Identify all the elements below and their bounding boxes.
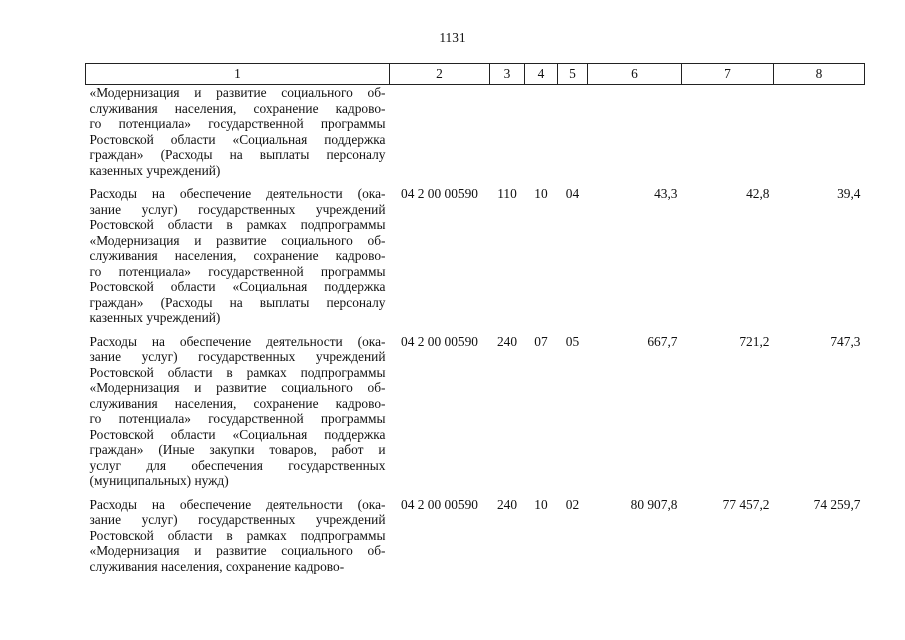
row-rz: 10 — [534, 186, 548, 201]
row-pr: 04 — [565, 186, 580, 201]
table-header — [86, 64, 865, 85]
header-col-2: 2 — [390, 64, 490, 85]
row-value-2023: 721,2 — [739, 333, 770, 349]
description-line: «Модернизация и развитие социального об- — [89, 380, 386, 395]
table-row — [86, 497, 865, 583]
row-value-2023: 42,8 — [746, 186, 770, 201]
description-line: зание услуг) государственных учреждений — [89, 349, 386, 364]
row-value-2024: 39,4 — [837, 186, 861, 201]
row-value-2023 — [682, 85, 774, 187]
description-line: го потенциала» государственной программы — [89, 116, 386, 131]
row-rz: 10 — [534, 496, 548, 512]
header-col-8: 8 — [774, 64, 865, 85]
table-row — [86, 186, 865, 334]
description-line: граждан» (Расходы на выплаты персоналу — [89, 294, 386, 310]
row-code: 04 2 00 00590 — [401, 186, 478, 201]
row-code: 04 2 00 00590 — [401, 496, 478, 512]
header-col-5: 5 — [558, 64, 588, 85]
header-col-1: 1 — [86, 64, 390, 85]
description-line: служивания населения, сохранение кадрово- — [89, 248, 386, 263]
header-col-3: 3 — [490, 64, 525, 85]
description-line: «Модернизация и развитие социального об- — [89, 85, 386, 100]
row-description — [86, 334, 390, 497]
description-line: Ростовской области в рамках подпрограммы — [89, 527, 386, 543]
row-pr: 05 — [565, 333, 580, 349]
description-line: «Модернизация и развитие социального об- — [89, 543, 386, 558]
row-value-2022: 80 907,8 — [630, 496, 678, 512]
description-line: граждан» (Расходы на выплаты персоналу — [89, 147, 386, 162]
description-line: Расходы на обеспечение деятельности (ока- — [89, 496, 386, 512]
description-line: Ростовской области в рамках подпрограммы — [89, 217, 386, 232]
description-line: го потенциала» государственной программы — [89, 263, 386, 279]
row-pr — [558, 85, 588, 187]
description-line: услуг для обеспечения государственных — [89, 457, 386, 473]
description-line: го потенциала» государственной программы — [89, 411, 386, 426]
row-vr — [490, 85, 525, 187]
description-line: казенных учреждений) — [89, 162, 221, 178]
description-line: служивания населения, сохранение кадрово- — [89, 100, 386, 116]
row-description — [86, 186, 390, 334]
description-line: Ростовской области «Социальная поддержка — [89, 279, 386, 294]
row-code — [390, 85, 490, 187]
row-pr: 02 — [565, 496, 580, 512]
row-value-2022: 667,7 — [647, 333, 678, 349]
table-row — [86, 85, 865, 187]
description-line: Ростовской области в рамках подпрограммы — [89, 364, 386, 380]
row-value-2022 — [588, 85, 682, 187]
description-line: (муниципальных) нужд) — [89, 473, 229, 488]
row-value-2024 — [774, 85, 865, 187]
row-value-2024: 74 259,7 — [813, 496, 861, 512]
row-code: 04 2 00 00590 — [401, 333, 478, 349]
description-line: зание услуг) государственных учреждений — [89, 512, 386, 527]
header-row — [86, 64, 865, 85]
description-line: Расходы на обеспечение деятельности (ока- — [89, 186, 386, 201]
description-line: «Модернизация и развитие социального об- — [89, 232, 386, 248]
description-line: служивания населения, сохранение кадрово- — [89, 395, 386, 411]
budget-table — [85, 63, 865, 582]
row-vr: 240 — [496, 333, 518, 349]
description-line: Ростовской области «Социальная поддержка — [89, 131, 386, 147]
row-value-2023: 77 457,2 — [722, 496, 770, 512]
table-body — [86, 85, 865, 583]
row-rz: 07 — [534, 333, 548, 349]
row-vr: 110 — [497, 186, 517, 201]
row-value-2024: 747,3 — [830, 333, 861, 349]
description-line: зание услуг) государственных учреждений — [89, 201, 386, 217]
description-line: граждан» (Иные закупки товаров, работ и — [89, 442, 386, 457]
table-row — [86, 334, 865, 497]
description-line: Ростовской области «Социальная поддержка — [89, 426, 386, 442]
description-line: служивания населения, сохранение кадрово- — [89, 558, 345, 574]
description-line: казенных учреждений) — [89, 310, 221, 325]
description-line: Расходы на обеспечение деятельности (ока- — [89, 333, 386, 349]
row-value-2022: 43,3 — [654, 186, 678, 201]
row-description — [86, 497, 390, 583]
row-description — [86, 85, 390, 187]
header-col-4: 4 — [525, 64, 558, 85]
row-rz — [525, 85, 558, 187]
page-number: 1131 — [439, 30, 466, 45]
header-col-6: 6 — [588, 64, 682, 85]
row-vr: 240 — [496, 496, 518, 512]
header-col-7: 7 — [682, 64, 774, 85]
